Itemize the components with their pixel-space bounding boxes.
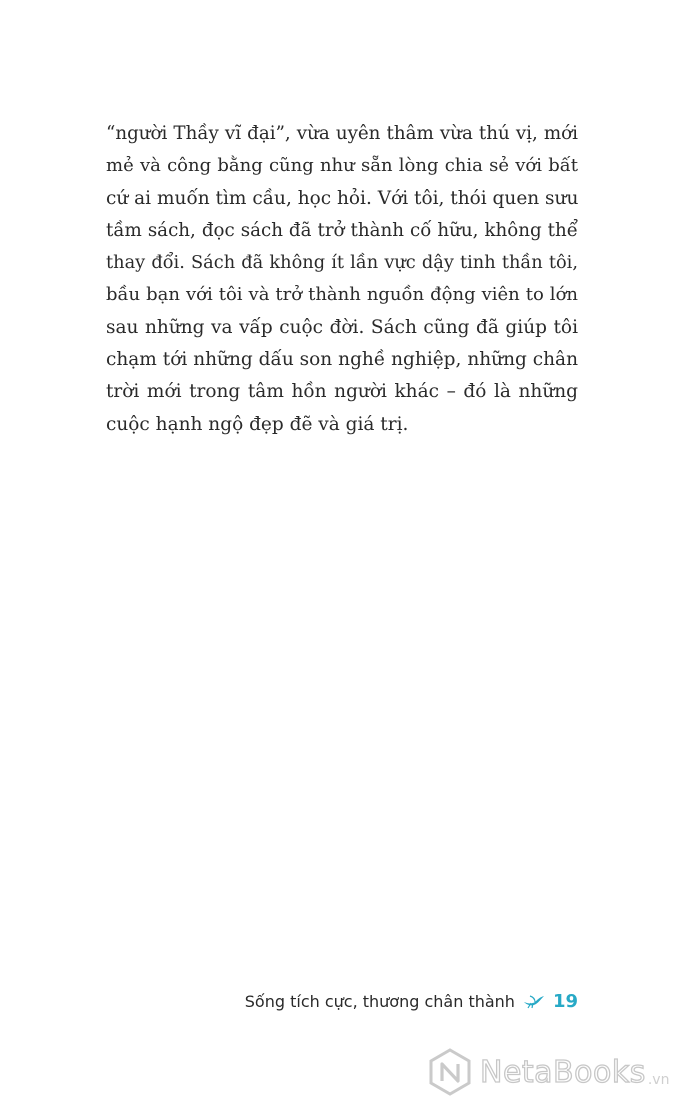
text-line: cứ ai muốn tìm cầu, học hỏi. Với tôi, thói quen sưu bbox=[106, 187, 579, 209]
running-title: Sống tích cực, thương chân thành bbox=[244, 991, 515, 1011]
page-footer bbox=[245, 986, 578, 1016]
text-line: tầm sách, đọc sách đã trở thành cố hữu, không thể bbox=[106, 219, 578, 241]
body-text bbox=[106, 118, 578, 441]
text-line: chạm tới những dấu son nghề nghiệp, những chân bbox=[106, 349, 578, 371]
text-line: “người Thầy vĩ đại”, vừa uyên thâm vừa thú vị, mới bbox=[106, 123, 578, 144]
watermark-suffix: .vn bbox=[647, 1072, 670, 1088]
watermark-brand: NetaBooks bbox=[480, 1054, 646, 1090]
page-number: 19 bbox=[552, 990, 578, 1012]
text-line: sau những va vấp cuộc đời. Sách cũng đã giúp tôi bbox=[106, 316, 578, 338]
text-line: trời mới trong tâm hồn người khác – đó là những bbox=[106, 381, 578, 403]
netabooks-logo-icon bbox=[428, 1048, 472, 1096]
text-line: mẻ và công bằng cũng như sẵn lòng chia sẻ với bất bbox=[106, 155, 578, 177]
swallow-icon bbox=[523, 993, 545, 1009]
watermark bbox=[428, 1046, 669, 1098]
text-line: bầu bạn với tôi và trở thành nguồn động viên to lớn bbox=[106, 284, 578, 306]
text-line: thay đổi. Sách đã không ít lần vực dậy tinh thần tôi, bbox=[106, 253, 578, 274]
text-line: cuộc hạnh ngộ đẹp đẽ và giá trị. bbox=[106, 413, 409, 435]
